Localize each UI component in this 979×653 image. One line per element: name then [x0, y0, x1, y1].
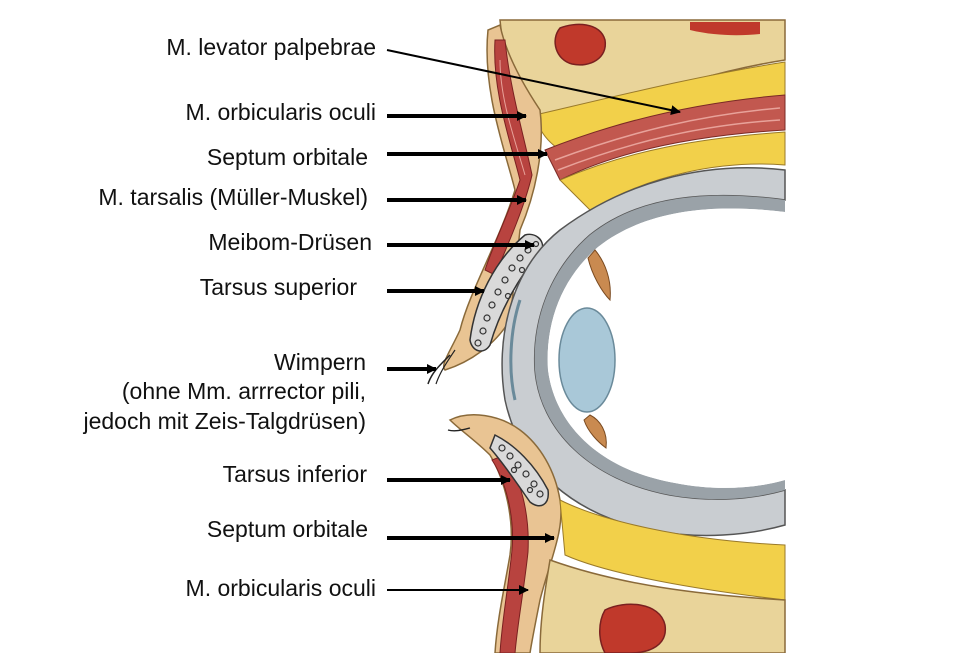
label-tarsus-superior: Tarsus superior	[199, 274, 357, 300]
label-wimpern-1: Wimpern	[273, 349, 366, 375]
lower-bone-marrow	[600, 604, 666, 653]
upper-bone-marrow	[555, 24, 605, 64]
label-tarsus-inferior: Tarsus inferior	[222, 461, 367, 487]
label-septum-lower: Septum orbitale	[206, 516, 368, 542]
label-wimpern-2: (ohne Mm. arrrector pili,	[121, 378, 366, 404]
label-meibom: Meibom-Drüsen	[208, 229, 372, 255]
label-levator: M. levator palpebrae	[166, 34, 376, 60]
lens	[559, 308, 615, 412]
label-septum-upper: Septum orbitale	[206, 144, 368, 170]
labels	[82, 34, 376, 601]
label-tarsalis: M. tarsalis (Müller-Muskel)	[98, 184, 368, 210]
label-orbicularis-upper: M. orbicularis oculi	[185, 99, 376, 125]
label-wimpern-3: jedoch mit Zeis-Talgdrüsen)	[83, 408, 366, 434]
label-orbicularis-lower: M. orbicularis oculi	[185, 575, 376, 601]
